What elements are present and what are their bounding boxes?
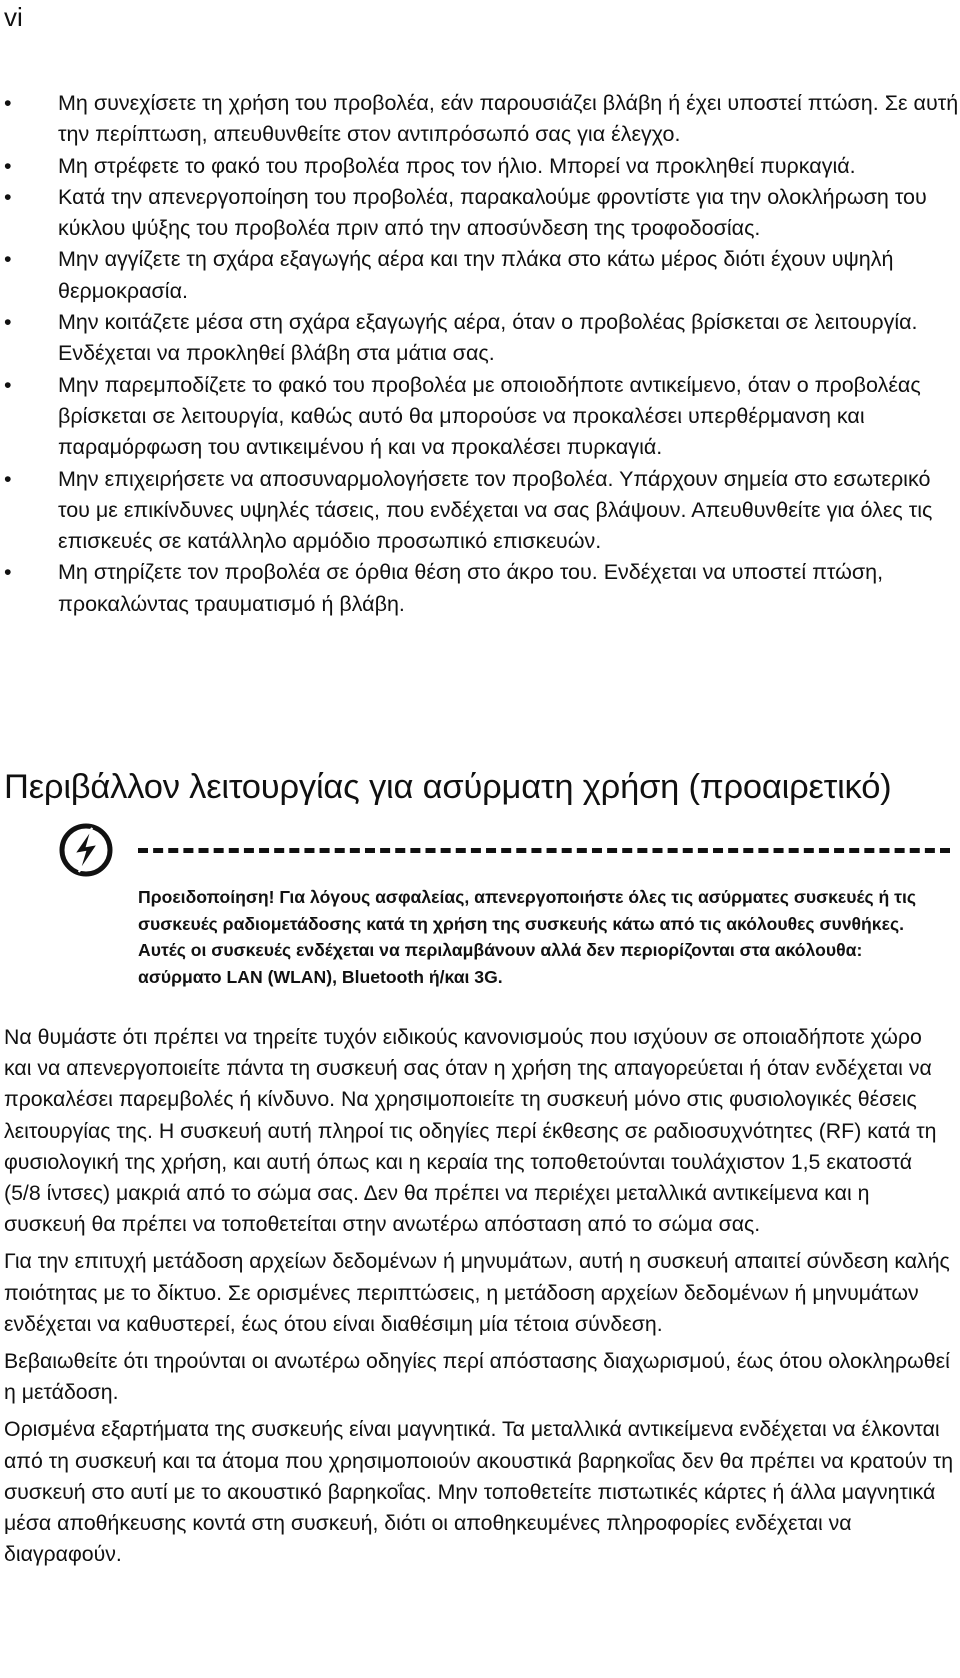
list-item <box>0 244 960 307</box>
bullet-text: Μη στρέφετε το φακό του προβολέα προς τον ήλιο. Μπορεί να προκληθεί πυρκαγιά. <box>58 153 856 178</box>
bullet-icon: • <box>4 466 12 491</box>
safety-bullet-list <box>0 88 960 620</box>
divider <box>138 848 950 853</box>
page-number: vi <box>4 2 23 32</box>
bullet-icon: • <box>4 184 12 209</box>
bullet-text: Μην αγγίζετε τη σχάρα εξαγωγής αέρα και την πλάκα στο κάτω μέρος διότι έχουν υψηλή θερμοκρασία. <box>58 247 894 303</box>
list-item <box>0 307 960 370</box>
bullet-text: Μη στηρίζετε τον προβολέα σε όρθια θέση στο άκρο του. Ενδέχεται να υποστεί πτώση, προκαλώντας τραυματισμό ή βλάβη. <box>58 560 884 616</box>
list-item <box>0 464 960 558</box>
list-item <box>0 370 960 464</box>
warning-text: Προειδοποίηση! Για λόγους ασφαλείας, απενεργοποιήστε όλες τις ασύρματες συσκευές ή τις συσκευές ραδιομετάδοσης κατά τη χρήση της συσκευής κάτω από τις ακόλουθες συνθήκες. Αυτές οι συσκευές ενδέχεται να περιλαμβάνουν αλλά δεν περιορίζονται στα ακόλουθα: ασύρματο LAN (WLAN), Bluetooth ή/και 3G. <box>138 887 917 987</box>
bullet-text: Μη συνεχίσετε τη χρήση του προβολέα, εάν παρουσιάζει βλάβη ή έχει υποστεί πτώση. Σε αυτή την περίπτωση, απευθυνθείτε στον αντιπρόσωπό σας για έλεγχο. <box>58 91 959 147</box>
bullet-icon: • <box>4 372 12 397</box>
section-heading: Περιβάλλον λειτουργίας για ασύρματη χρήση (προαιρετικό) <box>4 768 892 806</box>
paragraph: Για την επιτυχή μετάδοση αρχείων δεδομένων ή μηνυμάτων, αυτή η συσκευή απαιτεί σύνδεση καλής ποιότητας με το δίκτυο. Σε ορισμένες περιπτώσεις, η μετάδοση αρχείων δεδομένων ή μηνυμάτων ενδέχεται να καθυστερεί, έως ότου είναι διαθέσιμη μία τέτοια σύνδεση. <box>4 1249 950 1336</box>
bullet-icon: • <box>4 247 12 272</box>
bullet-icon: • <box>4 91 12 115</box>
bullet-icon: • <box>4 153 12 178</box>
list-item <box>0 151 960 182</box>
body-text <box>4 1022 954 1576</box>
paragraph: Ορισμένα εξαρτήματα της συσκευής είναι μαγνητικά. Τα μεταλλικά αντικείμενα ενδέχεται να έλκονται από τη συσκευή και τα άτομα που χρησιμοποιούν ακουστικά βαρηκοΐας δεν θα πρέπει να κρατούν τη συσκευή στο αυτί με το ακουστικό βαρηκοΐας. Μην τοποθετείτε πιστωτικές κάρτες ή άλλα μαγνητικά μέσα αποθήκευσης κοντά στη συσκευή, διότι οι αποθηκευμένες πληροφορίες ενδέχεται να διαγραφούν. <box>4 1417 954 1567</box>
paragraph: Βεβαιωθείτε ότι τηρούνται οι ανωτέρω οδηγίες περί απόστασης διαχωρισμού, έως ότου ολοκληρωθεί η μετάδοση. <box>4 1349 950 1405</box>
warning-lightning-icon <box>58 822 114 878</box>
bullet-text: Μην επιχειρήσετε να αποσυναρμολογήσετε τον προβολέα. Υπάρχουν σημεία στο εσωτερικό του με επικίνδυνες υψηλές τάσεις, που ενδέχεται να σας βλάψουν. Απευθυνθείτε για όλες τις επισκευές σε κατάλληλο αρμόδιο προσωπικό επισκευών. <box>58 466 933 554</box>
list-item <box>0 557 960 620</box>
bullet-text: Μην κοιτάζετε μέσα στη σχάρα εξαγωγής αέρα, όταν ο προβολέας βρίσκεται σε λειτουργία. Ενδέχεται να προκληθεί βλάβη στα μάτια σας. <box>58 310 918 366</box>
list-item <box>0 182 960 245</box>
list-item <box>0 88 960 151</box>
bullet-text: Κατά την απενεργοποίηση του προβολέα, παρακαλούμε φροντίστε για την ολοκλήρωση του κύκλου ψύξης του προβολέα πριν από την αποσύνδεση της τροφοδοσίας. <box>58 184 927 241</box>
paragraph: Να θυμάστε ότι πρέπει να τηρείτε τυχόν ειδικούς κανονισμούς που ισχύουν σε οποιαδήποτε χώρο και να απενεργοποιείτε πάντα τη συσκευή σας όταν η χρήση της απαγορεύεται ή όταν ενδέχεται να προκαλέσει παρεμβολές ή κίνδυνο. Να χρησιμοποιείτε τη συσκευή μόνο στις φυσιολογικές θέσεις λειτουργίας της. Η συσκευή αυτή πληροί τις οδηγίες περί έκθεσης σε ραδιοσυχνότητες (RF) κατά τη φυσιολογική της χρήση, και αυτή όπως και η κεραία της τοποθετούνται τουλάχιστον 1,5 εκατοστά (5/8 ίντσες) μακριά από το σώμα σας. Δεν θα πρέπει να περιέχει μεταλλικά αντικείμενα και η συσκευή θα πρέπει να τοποθετείται στην ανωτέρω απόσταση από το σώμα σας. <box>4 1025 937 1237</box>
bullet-icon: • <box>4 560 12 585</box>
bullet-text: Μην παρεμποδίζετε το φακό του προβολέα με οποιοδήποτε αντικείμενο, όταν ο προβολέας βρίσκεται σε λειτουργία, καθώς αυτό θα μπορούσε να προκαλέσει υπερθέρμανση και παραμόρφωση του αντικειμένου ή και να προκαλέσει πυρκαγιά. <box>58 372 921 460</box>
bullet-icon: • <box>4 310 12 335</box>
